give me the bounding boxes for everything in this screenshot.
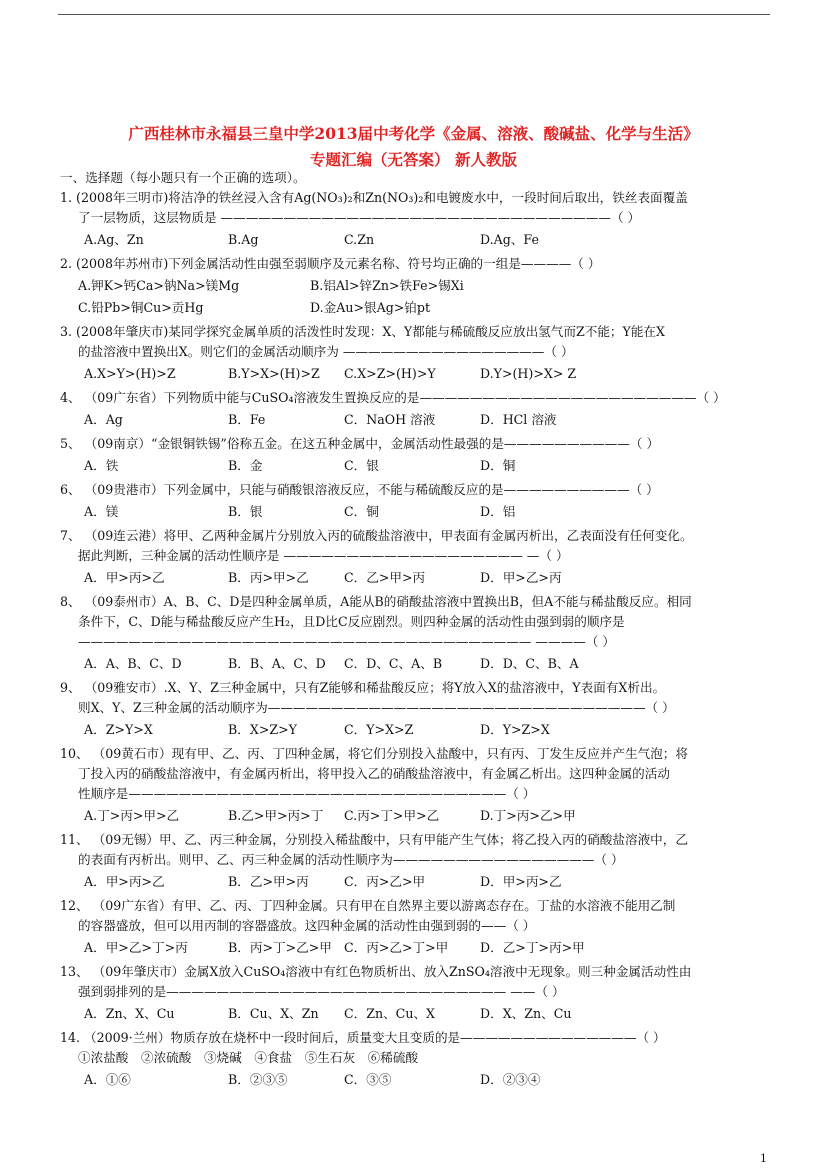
question-stem-line bbox=[60, 208, 780, 228]
answer-option[interactable]: B.乙>甲>丙>丁 bbox=[228, 808, 324, 823]
question-stem-line bbox=[60, 254, 780, 274]
answer-option[interactable]: A．Ag bbox=[84, 412, 123, 427]
question-number: 7、 bbox=[60, 528, 85, 543]
document-subtitle: 专题汇编（无答案） 新人教版 bbox=[310, 150, 517, 169]
answer-option[interactable]: D．铜 bbox=[480, 458, 516, 473]
answer-option[interactable]: D．D、C、B、A bbox=[480, 656, 579, 671]
question-stem-line bbox=[60, 850, 780, 870]
question-text: 性顺序是——————————————————————————————（ ） bbox=[78, 786, 536, 801]
question-stem-line bbox=[60, 322, 780, 342]
answer-option[interactable]: D．铝 bbox=[480, 504, 516, 519]
answer-option[interactable]: B．B、A、C、D bbox=[228, 656, 326, 671]
answer-option[interactable]: D.丁>丙>乙>甲 bbox=[480, 808, 576, 823]
question-14 bbox=[60, 1028, 780, 1090]
question-7 bbox=[60, 526, 780, 588]
answer-option[interactable]: A．Z>Y>X bbox=[84, 722, 153, 737]
question-list bbox=[60, 188, 780, 1090]
question-10 bbox=[60, 744, 780, 826]
question-text: 强到弱排列的是——————————————————————————— ——（ ） bbox=[78, 984, 565, 999]
answer-option[interactable]: A．A、B、C、D bbox=[84, 656, 182, 671]
question-number: 3. bbox=[60, 324, 77, 339]
answer-option[interactable]: C.丙>丁>甲>乙 bbox=[344, 808, 440, 823]
answer-option[interactable]: C．丙>乙>丁>甲 bbox=[344, 940, 449, 955]
section-heading: 一、选择题（每小题只有一个正确的选项）。 bbox=[60, 170, 306, 185]
question-text: （09雅安市）.X、Y、Z三种金属中，只有Z能够和稀盐酸反应；将Y放入X的盐溶液中，Y表面有X析出。 bbox=[84, 680, 666, 695]
answer-option[interactable]: B.Y>X>(H)>Z bbox=[228, 366, 320, 381]
answer-option[interactable]: C．铜 bbox=[344, 504, 379, 519]
answer-options bbox=[60, 1070, 780, 1090]
question-number: 6、 bbox=[60, 482, 85, 497]
answer-option[interactable]: B.Ag bbox=[228, 232, 259, 247]
question-stem-line bbox=[60, 830, 780, 850]
question-2 bbox=[60, 254, 780, 318]
question-text: （09无锡）甲、乙、丙三种金属，分别投入稀盐酸中，只有甲能产生气体；将乙投入丙的硝酸盐溶液中，乙 bbox=[92, 832, 688, 847]
answer-option[interactable]: A．①⑥ bbox=[84, 1072, 131, 1087]
answer-options bbox=[60, 654, 780, 674]
question-text: （09黄石市）现有甲、乙、丙、丁四种金属，将它们分别投入盐酸中，只有丙、丁发生反应并产生气泡；将 bbox=[92, 746, 688, 761]
answer-option[interactable]: C.Zn bbox=[344, 232, 375, 247]
answer-options bbox=[60, 720, 780, 740]
answer-options bbox=[60, 938, 780, 958]
question-stem-line bbox=[60, 434, 780, 454]
answer-option[interactable]: B．丙>甲>乙 bbox=[228, 570, 309, 585]
question-text: 丁投入丙的硝酸盐溶液中，有金属丙析出，将甲投入乙的硝酸盐溶液中，有金属乙析出。这四种金属的活动 bbox=[78, 766, 670, 781]
question-text: （09泰州市）A、B、C、D是四种金属单质，A能从B的硝酸盐溶液中置换出B，但A不能与稀盐酸反应。相同 bbox=[84, 594, 692, 609]
answer-option[interactable]: D．甲>丙>乙 bbox=[480, 874, 562, 889]
question-13 bbox=[60, 962, 780, 1024]
question-stem-line bbox=[60, 480, 780, 500]
answer-option[interactable]: D.Y>(H)>X> Z bbox=[480, 366, 577, 381]
answer-option[interactable]: D.金Au>银Ag>铂pt bbox=[310, 300, 431, 315]
answer-option[interactable]: A.X>Y>(H)>Z bbox=[84, 366, 176, 381]
answer-option[interactable]: B．X>Z>Y bbox=[228, 722, 297, 737]
answer-option[interactable]: B．银 bbox=[228, 504, 263, 519]
question-text: 条件下，C、D能与稀盐酸反应产生H₂，且D比C反应剧烈。则四种金属的活动性由强到弱的顺序是 bbox=[78, 614, 625, 629]
answer-option[interactable]: A．甲>丙>乙 bbox=[84, 874, 165, 889]
answer-option[interactable]: B．金 bbox=[228, 458, 263, 473]
question-stem-line bbox=[60, 916, 780, 936]
question-stem-line bbox=[60, 744, 780, 764]
answer-option[interactable]: A．甲>乙>丁>丙 bbox=[84, 940, 188, 955]
question-stem-line bbox=[60, 632, 780, 652]
answer-options bbox=[60, 872, 780, 892]
question-text: （09广东省）有甲、乙、丙、丁四种金属。只有甲在自然界主要以游离态存在。丁盐的水溶液不能用乙制 bbox=[92, 898, 676, 913]
question-number: 13、 bbox=[60, 964, 93, 979]
answer-option[interactable]: D．X、Zn、Cu bbox=[480, 1006, 572, 1021]
question-stem-line bbox=[60, 188, 780, 208]
question-number: 8、 bbox=[60, 594, 85, 609]
answer-option[interactable]: C．D、C、A、B bbox=[344, 656, 443, 671]
answer-option[interactable]: B．丙>丁>乙>甲 bbox=[228, 940, 332, 955]
answer-option[interactable]: B.铝Al>锌Zn>铁Fe>锡Xi bbox=[310, 278, 464, 293]
answer-option[interactable]: C．乙>甲>丙 bbox=[344, 570, 426, 585]
answer-option[interactable]: B．Fe bbox=[228, 412, 266, 427]
question-text: （09南京）“金银铜铁锡”俗称五金。在这五种金属中，金属活动性最强的是——————————（ ） bbox=[84, 436, 660, 451]
answer-option[interactable]: C．Zn、Cu、X bbox=[344, 1006, 435, 1021]
question-stem-line bbox=[60, 612, 780, 632]
question-5 bbox=[60, 434, 780, 476]
question-number: 4、 bbox=[60, 390, 85, 405]
answer-options bbox=[60, 410, 780, 430]
question-text: （09广东省）下列物质中能与CuSO₄溶液发生置换反应的是——————————————————————（ ） bbox=[84, 390, 726, 405]
answer-options bbox=[60, 806, 780, 826]
question-12 bbox=[60, 896, 780, 958]
answer-options bbox=[60, 298, 780, 318]
answer-option[interactable]: D．HCl 溶液 bbox=[480, 412, 557, 427]
answer-option[interactable]: D.Ag、Fe bbox=[480, 232, 539, 247]
answer-option[interactable]: C.X>Z>(H)>Y bbox=[344, 366, 436, 381]
answer-option[interactable]: D．②③④ bbox=[480, 1072, 541, 1087]
question-text: 的盐溶液中置换出X。则它们的金属活动顺序为 ————————————————（ ） bbox=[78, 344, 574, 359]
answer-option[interactable]: B．乙>甲>丙 bbox=[228, 874, 309, 889]
answer-option[interactable]: D．Y>Z>X bbox=[480, 722, 550, 737]
question-number: 14. bbox=[60, 1030, 85, 1045]
question-stem-line bbox=[60, 1048, 780, 1068]
answer-option[interactable]: C．银 bbox=[344, 458, 379, 473]
answer-option[interactable]: C.铅Pb>铜Cu>贡Hg bbox=[78, 300, 204, 315]
question-text: （2009·兰州）物质存放在烧杯中一段时间后，质量变大且变质的是——————————————（ ） bbox=[84, 1030, 666, 1045]
question-text: （09年肇庆市）金属X放入CuSO₄溶液中有红色物质析出、放入ZnSO₄溶液中无现象。则三种金属活动性由 bbox=[92, 964, 692, 979]
question-stem-line bbox=[60, 982, 780, 1002]
question-text: 的表面有丙析出。则甲、乙、丙三种金属的活动性顺序为————————————————（ ） bbox=[78, 852, 624, 867]
question-number: 12、 bbox=[60, 898, 93, 913]
question-text: (2008年三明市)将洁净的铁丝浸入含有Ag(NO₃)₂和Zn(NO₃)₂和电镀废水中，一段时间后取出，铁丝表面覆盖 bbox=[76, 190, 688, 205]
document-title: 广西桂林市永福县三皇中学2013届中考化学《金属、溶液、酸碱盐、化学与生活》 bbox=[128, 124, 699, 143]
question-stem-line bbox=[60, 896, 780, 916]
answer-options bbox=[60, 456, 780, 476]
answer-option[interactable]: B．Cu、X、Zn bbox=[228, 1006, 319, 1021]
answer-options bbox=[60, 568, 780, 588]
answer-option[interactable]: C．Y>X>Z bbox=[344, 722, 414, 737]
answer-options bbox=[60, 502, 780, 522]
answer-options bbox=[60, 276, 780, 296]
question-text: ①浓盐酸 ②浓硫酸 ③烧碱 ④食盐 ⑤生石灰 ⑥稀硫酸 bbox=[78, 1050, 419, 1065]
page-number: 1 bbox=[760, 1152, 767, 1165]
question-stem-line bbox=[60, 962, 780, 982]
question-stem-line bbox=[60, 546, 780, 566]
question-text: (2008年苏州市)下列金属活动性由强至弱顺序及元素名称、符号均正确的一组是————（ ） bbox=[76, 256, 601, 271]
header-rule bbox=[58, 14, 770, 15]
answer-options bbox=[60, 364, 780, 384]
answer-option[interactable]: C．丙>乙>甲 bbox=[344, 874, 426, 889]
question-text: （09连云港）将甲、乙两种金属片分别放入丙的硫酸盐溶液中，甲表面有金属丙析出，乙表面没有任何变化。 bbox=[84, 528, 693, 543]
document-body bbox=[60, 168, 780, 1094]
answer-option[interactable]: A．Zn、X、Cu bbox=[84, 1006, 175, 1021]
question-stem-line bbox=[60, 764, 780, 784]
question-number: 2. bbox=[60, 256, 77, 271]
question-text: (2008年肇庆市)某同学探究金属单质的活泼性时发现：X、Y都能与稀硫酸反应放出氢气而Z不能；Y能在X bbox=[76, 324, 665, 339]
answer-option[interactable]: B．②③⑤ bbox=[228, 1072, 288, 1087]
question-stem-line bbox=[60, 342, 780, 362]
question-9 bbox=[60, 678, 780, 740]
question-stem-line bbox=[60, 526, 780, 546]
question-number: 9、 bbox=[60, 680, 85, 695]
answer-option[interactable]: A.Ag、Zn bbox=[84, 232, 144, 247]
answer-option[interactable]: D．甲>乙>丙 bbox=[480, 570, 562, 585]
answer-option[interactable]: D．乙>丁>丙>甲 bbox=[480, 940, 585, 955]
answer-options bbox=[60, 230, 780, 250]
question-text: 的容器盛放，但可以用丙制的容器盛放。这四种金属的活动性由强到弱的——（ ） bbox=[78, 918, 536, 933]
question-text: 据此判断，三种金属的活动性顺序是 ——————————————————— —（ ） bbox=[78, 548, 569, 563]
question-stem-line bbox=[60, 388, 780, 408]
answer-option[interactable]: C．NaOH 溶液 bbox=[344, 412, 436, 427]
answer-option[interactable]: A．铁 bbox=[84, 458, 119, 473]
answer-option[interactable]: A.丁>丙>甲>乙 bbox=[84, 808, 180, 823]
answer-option[interactable]: A．甲>丙>乙 bbox=[84, 570, 165, 585]
answer-options bbox=[60, 1004, 780, 1024]
answer-option[interactable]: A.钾K>钙Ca>钠Na>镁Mg bbox=[78, 278, 240, 293]
question-number: 5、 bbox=[60, 436, 85, 451]
question-number: 1. bbox=[60, 190, 77, 205]
question-stem-line bbox=[60, 698, 780, 718]
question-1 bbox=[60, 188, 780, 250]
question-text: ———————————————————————————————————— ————（ ） bbox=[78, 634, 615, 649]
question-text: （09贵港市）下列金属中，只能与硝酸银溶液反应，不能与稀硫酸反应的是——————————（ ） bbox=[84, 482, 659, 497]
question-stem-line bbox=[60, 784, 780, 804]
question-8 bbox=[60, 592, 780, 674]
question-stem-line bbox=[60, 678, 780, 698]
question-4 bbox=[60, 388, 780, 430]
question-number: 10、 bbox=[60, 746, 93, 761]
question-number: 11、 bbox=[60, 832, 93, 847]
question-text: 了一层物质，这层物质是 ———————————————————————————————（ ） bbox=[78, 210, 641, 225]
question-3 bbox=[60, 322, 780, 384]
question-6 bbox=[60, 480, 780, 522]
answer-option[interactable]: C．③⑤ bbox=[344, 1072, 392, 1087]
question-stem-line bbox=[60, 592, 780, 612]
question-stem-line bbox=[60, 1028, 780, 1048]
question-text: 则X、Y、Z三种金属的活动顺序为——————————————————————————————（ ） bbox=[78, 700, 675, 715]
answer-option[interactable]: A．镁 bbox=[84, 504, 119, 519]
question-11 bbox=[60, 830, 780, 892]
